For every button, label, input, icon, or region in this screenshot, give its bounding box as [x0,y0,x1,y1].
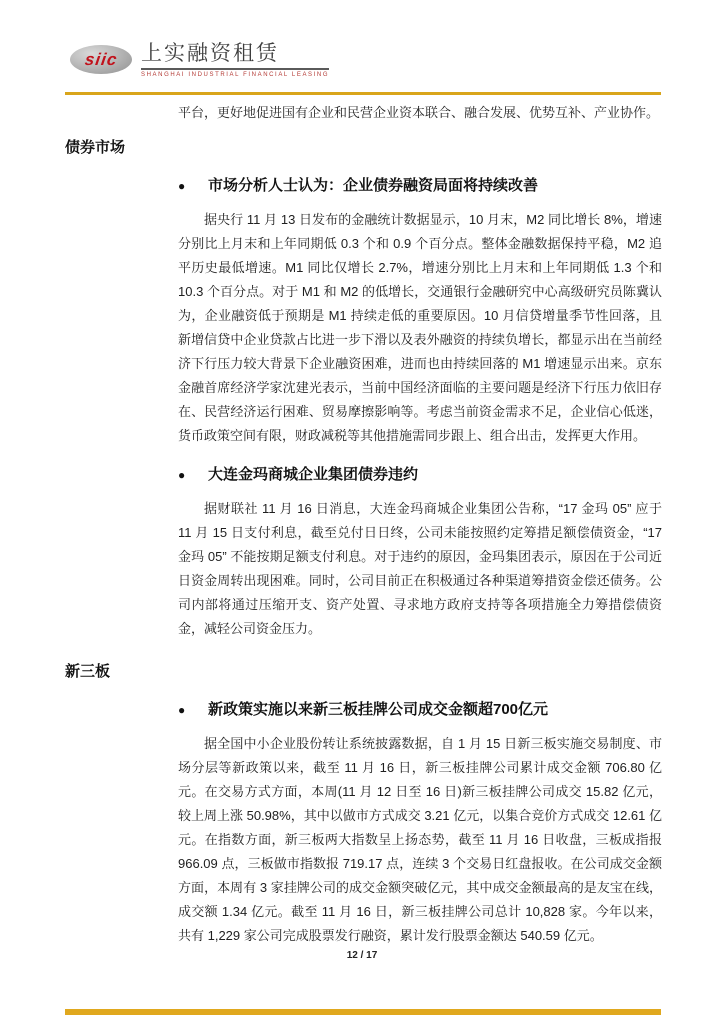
news-body-paragraph: 据财联社 11 月 16 日消息，大连金玛商城企业集团公告称，“17 金玛 05” 应于 11 月 15 日支付利息，截至兑付日日终，公司未能按照约定筹措足额偿债资金，“17 金玛 05” 不能按期足额支付利息。对于违约的原因，金玛集团表示，原因在于公司近日资金周转出现困难。同时，公司目前正在积极通过各种渠道筹措资金偿还债务。公司内部将通过压缩开支、资产处置、寻求地方政府支持等各项措施全力筹措偿债资金，减轻公司资金压力。 [178,501,662,636]
company-logo [70,42,329,78]
siic-logo-text: siic [83,49,119,69]
news-headline: 新政策实施以来新三板挂牌公司成交金额超700亿元 [208,701,549,718]
news-headline: 大连金玛商城企业集团债券违约 [208,466,419,483]
section-title-bond-market: 债券市场 [65,139,126,156]
bullet-item [178,464,662,486]
section-title-neeq: 新三板 [65,663,111,680]
bullet-icon: ● [178,179,186,193]
bullet-icon: ● [178,703,186,717]
brand-name-english: SHANGHAI INDUSTRIAL FINANCIAL LEASING [141,72,330,79]
bullet-icon: ● [178,468,186,482]
bullet-item [178,175,662,197]
siic-logo-icon [70,45,132,74]
news-body-paragraph: 据全国中小企业股份转让系统披露数据，自 1 月 15 日新三板实施交易制度、市场分层等新政策以来，截至 11 月 16 日，新三板挂牌公司累计成交金额 706.80 亿元。在交易方式方面，本周(11 月 12 日至 16 日)新三板挂牌公司成交 15.82 亿元，较上周上涨 50.98%，其中以做市方式成交 3.21 亿元，以集合竞价方式成交 12.61 亿元。在指数方面，新三板两大指数呈上扬态势，截至 11 月 16 日收盘，三板成指报 966.09 点，三板做市指数报 719.17 点，连续 3 个交易日红盘报收。在公司成交金额方面，本周有 3 家挂牌公司的成交金额突破亿元，其中成交金额最高的是友宝在线，成交额 1.34 亿元。截至 11 月 16 日，新三板挂牌公司总计 10,828 家。今年以来，共有 1,229 家公司完成股票发行融资，累计发行股票金额达 540.59 亿元。 [178,736,662,943]
intro-continuation-paragraph: 平台，更好地促进国有企业和民营企业资本联合、融合发展、优势互补、产业协作。 [178,105,660,120]
document-content [65,101,662,948]
bullet-item [178,699,662,721]
brand-block [141,42,329,78]
page-number: 12 / 17 [346,950,378,961]
brand-name-chinese: 上实融资租赁 [141,42,329,70]
news-body-paragraph: 据央行 11 月 13 日发布的金融统计数据显示，10 月末，M2 同比增长 8%，增速分别比上月末和上年同期低 0.3 个和 0.9 个百分点。整体金融数据保持平稳，M2 追平历史最低增速。M1 同比仅增长 2.7%，增速分别比上月末和上年同期低 1.3 个和 10.3 个百分点。对于 M1 和 M2 的低增长，交通银行金融研究中心高级研究员陈冀认为，企业融资低于预期是 M1 持续走低的重要原因。10 月信贷增量季节性回落，且新增信贷中企业贷款占比进一步下滑以及表外融资的持续负增长，都显示出在当前经济下行压力较大背景下企业融资困难，进而也由持续回落的 M1 增速显示出来。京东金融首席经济学家沈建光表示，当前中国经济面临的主要问题是经济下行压力依旧存在、民营经济运行困难、贸易摩擦影响等。考虑当前资金需求不足，企业信心低迷，货币政策空间有限，财政减税等其他措施需同步跟上、组合出击，发挥更大作用。 [178,212,662,443]
news-headline: 市场分析人士认为：企业债券融资局面将持续改善 [208,177,539,194]
header-rule [65,92,661,95]
footer-rule [65,1009,661,1015]
